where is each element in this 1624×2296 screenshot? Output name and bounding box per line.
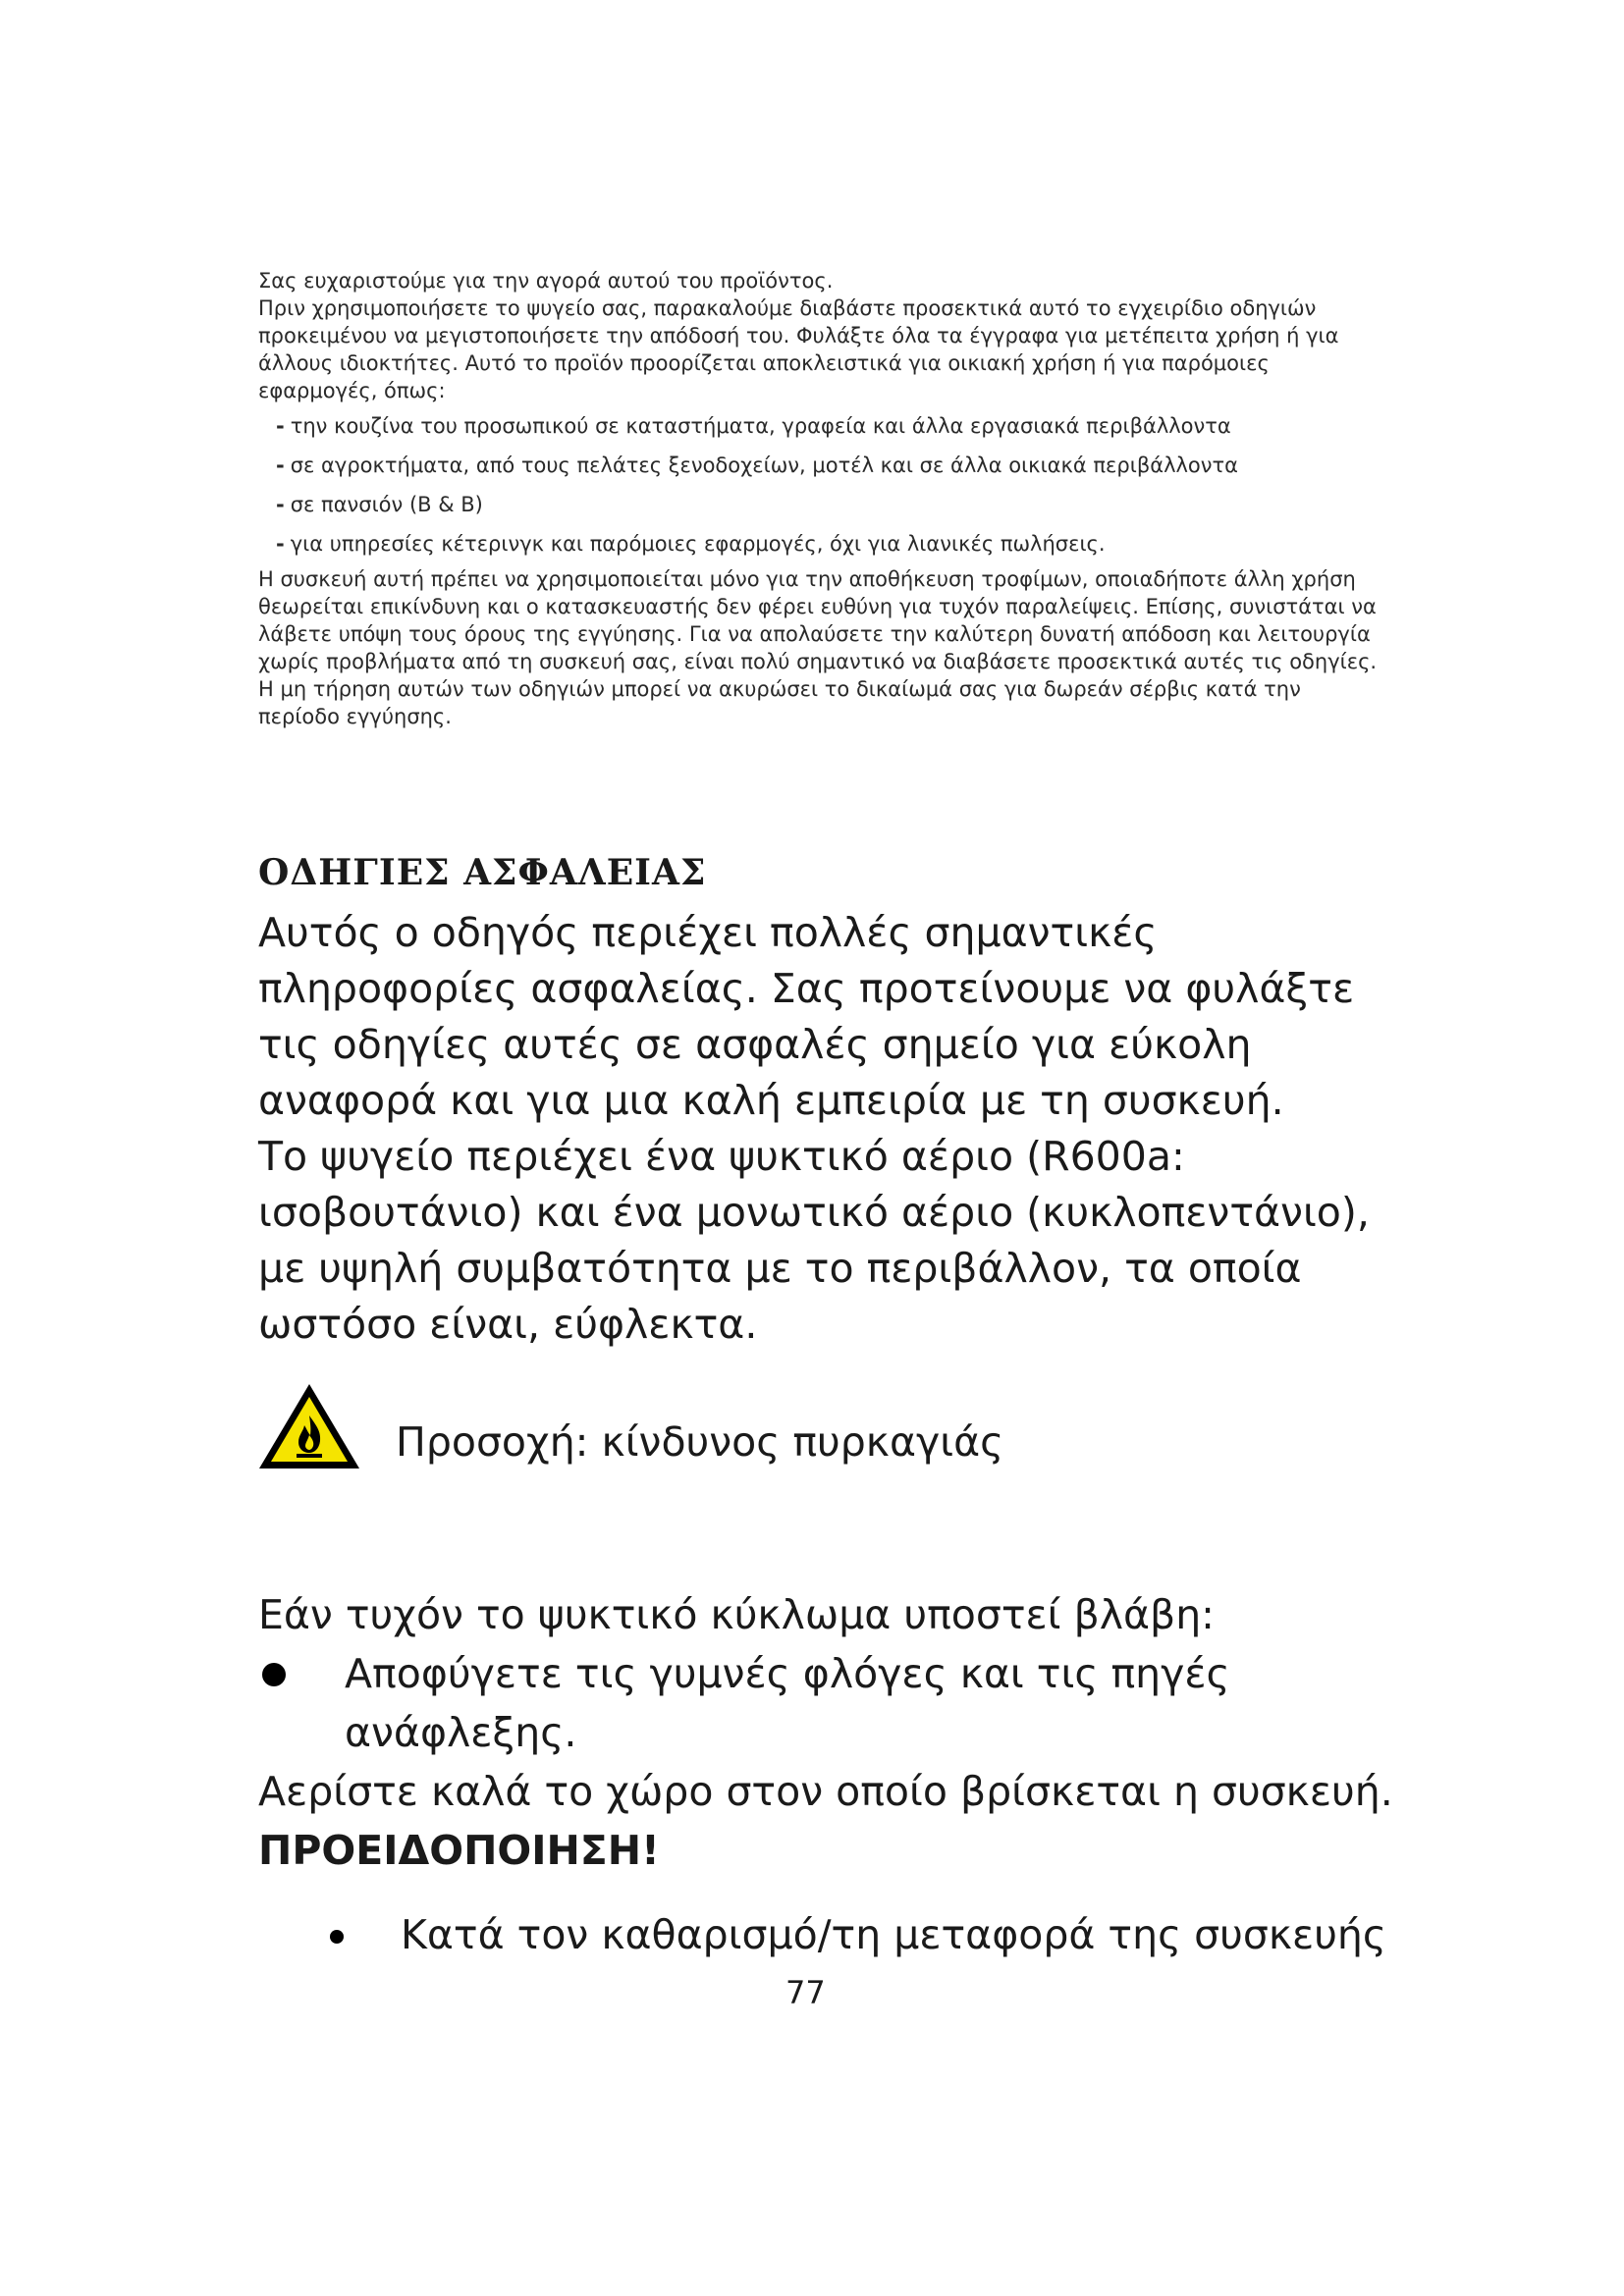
- list-item: - την κουζίνα του προσωπικού σε καταστήματα, γραφεία και άλλα εργασιακά περιβάλλοντα: [276, 414, 1231, 438]
- fire-warning: [255, 1380, 1335, 1468]
- bullet-dot-icon: [330, 1930, 344, 1944]
- intro-thanks: Σας ευχαριστούμε για την αγορά αυτού του προϊόντος.: [258, 269, 834, 293]
- intro-section: [258, 267, 1378, 730]
- safety-heading: ΟΔΗΓΙΕΣ ΑΣΦΑΛΕΙΑΣ: [258, 852, 707, 893]
- fire-caption: Προσοχή: κίνδυνος πυρκαγιάς: [396, 1418, 1004, 1466]
- list-item: Αποφύγετε τις γυμνές φλόγες και τις πηγές ανάφλεξης.: [258, 1644, 1436, 1762]
- bullet-dot-icon: [262, 1663, 286, 1686]
- flammable-hazard-icon: [255, 1380, 363, 1472]
- list-item: - σε αγροκτήματα, από τους πελάτες ξενοδοχείων, μοτέλ και σε άλλα οικιακά περιβάλλοντα: [276, 454, 1239, 477]
- safety-body: [258, 905, 1417, 1353]
- leak-section: [258, 1585, 1436, 1880]
- safety-paragraph-2: Το ψυγείο περιέχει ένα ψυκτικό αέριο (R600a: ισοβουτάνιο) και ένα μονωτικό αέριο (κυκλοπεντάνιο), με υψηλή συμβατότητα με το περιβάλλον, τα οποία ωστόσο είναι, εύφλεκτα.: [258, 1133, 1370, 1348]
- warning-label: ΠΡΟΕΙΔΟΠΟΙΗΣΗ!: [258, 1827, 660, 1874]
- intro-instructions: Πριν χρησιμοποιήσετε το ψυγείο σας, παρακαλούμε διαβάστε προσεκτικά αυτό το εγχειρίδιο οδηγιών προκειμένου να μεγιστοποιήσετε την απόδοσή του. Φυλάξτε όλα τα έγγραφα για μετέπειτα χρήση ή για άλλους ιδιοκτήτες. Αυτό το προϊόν προορίζεται αποκλειστικά για οικιακή χρήση ή για παρόμοιες εφαρμογές, όπως:: [258, 296, 1339, 402]
- page-number: 77: [785, 1974, 826, 2011]
- intro-usage-note: Η συσκευή αυτή πρέπει να χρησιμοποιείται μόνο για την αποθήκευση τροφίμων, οποιαδήποτε άλλη χρήση θεωρείται επικίνδυνη και ο κατασκευαστής δεν φέρει ευθύνη για τυχόν παραλείψεις. Επίσης, συνιστάται να λάβετε υπόψη τους όρους της εγγύησης. Για να απολαύσετε την καλύτερη δυνατή απόδοση και λειτουργία χωρίς προβλήματα από τη συσκευή σας, είναι πολύ σημαντικό να διαβάσετε προσεκτικά αυτές τις οδηγίες. Η μη τήρηση αυτών των οδηγιών μπορεί να ακυρώσει το δικαίωμά σας για δωρεάν σέρβις κατά την περίοδο εγγύησης.: [258, 567, 1378, 728]
- ventilate-text: Αερίστε καλά το χώρο στον οποίο βρίσκεται η συσκευή.: [258, 1768, 1393, 1815]
- safety-paragraph-1: Αυτός ο οδηγός περιέχει πολλές σημαντικές πληροφορίες ασφαλείας. Σας προτείνουμε να φυλάξτε τις οδηγίες αυτές σε ασφαλές σημείο για εύκολη αναφορά και για μια καλή εμπειρία με τη συσκευή.: [258, 909, 1355, 1124]
- list-item: - για υπηρεσίες κέτερινγκ και παρόμοιες εφαρμογές, όχι για λιανικές πωλήσεις.: [276, 532, 1106, 556]
- list-item: Κατά τον καθαρισμό/τη μεταφορά της συσκευής: [330, 1910, 1386, 1959]
- list-item: - σε πανσιόν (B & B): [276, 493, 483, 516]
- usage-list: [276, 406, 1378, 563]
- leak-intro: Εάν τυχόν το ψυκτικό κύκλωμα υποστεί βλάβη:: [258, 1591, 1215, 1638]
